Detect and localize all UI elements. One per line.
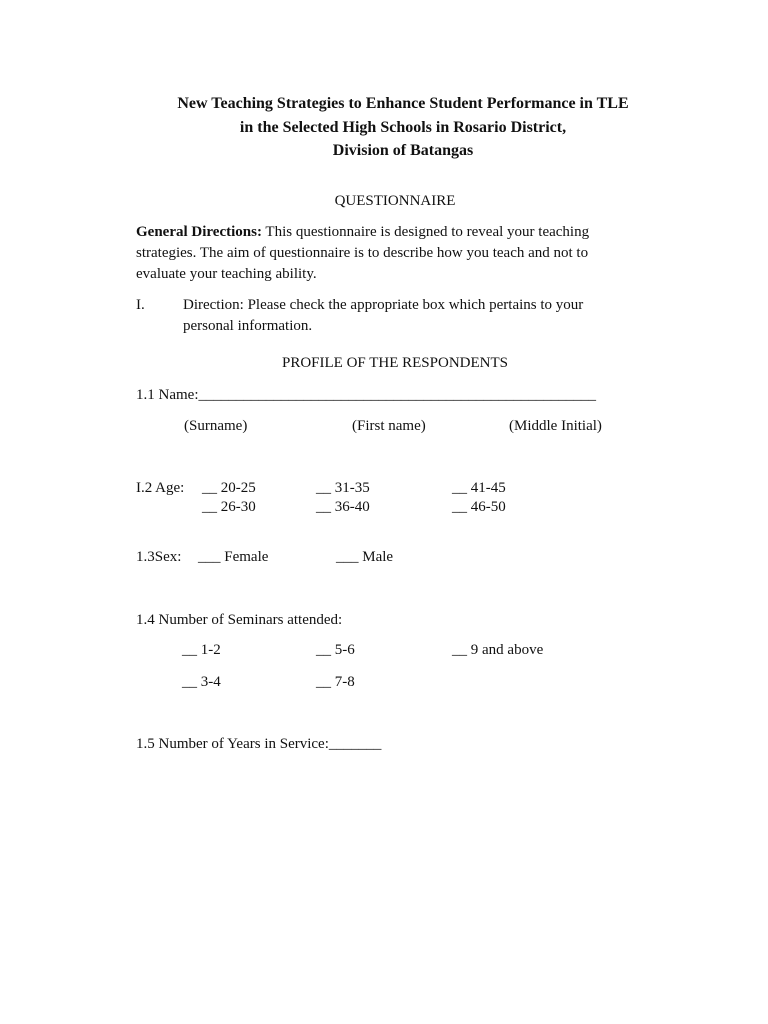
age-label: I.2 Age: — [136, 480, 185, 496]
section-direction-line-2: personal information. — [183, 318, 313, 334]
title-line-1: New Teaching Strategies to Enhance Student Performance in TLE — [177, 95, 629, 112]
age-option-31-35[interactable]: __ 31-35 — [316, 480, 370, 496]
section-number: I. — [136, 297, 145, 313]
general-directions-line-3: evaluate your teaching ability. — [136, 266, 317, 282]
age-option-26-30[interactable]: __ 26-30 — [202, 499, 256, 515]
seminars-label: 1.4 Number of Seminars attended: — [136, 612, 343, 628]
questionnaire-heading: QUESTIONNAIRE — [334, 193, 456, 209]
general-directions-label: General Directions: — [136, 224, 262, 240]
sex-option-female[interactable]: ___ Female — [198, 549, 269, 565]
section-direction-line-1: Direction: Please check the appropriate box which pertains to your — [183, 297, 584, 313]
general-directions-line-2: strategies. The aim of questionnaire is to describe how you teach and not to — [136, 245, 589, 261]
name-field[interactable]: 1.1 Name:_____________________________________________________ — [136, 387, 596, 403]
general-directions-line-1 — [136, 222, 589, 242]
seminars-option-7-8[interactable]: __ 7-8 — [316, 674, 355, 690]
seminars-option-5-6[interactable]: __ 5-6 — [316, 642, 355, 658]
profile-heading: PROFILE OF THE RESPONDENTS — [281, 355, 508, 371]
age-option-20-25[interactable]: __ 20-25 — [202, 480, 256, 496]
sex-option-male[interactable]: ___ Male — [336, 549, 394, 565]
age-option-46-50[interactable]: __ 46-50 — [452, 499, 506, 515]
age-option-36-40[interactable]: __ 36-40 — [316, 499, 370, 515]
general-directions-text: This questionnaire is designed to reveal your teaching — [261, 224, 590, 240]
middle-initial-caption: (Middle Initial) — [509, 418, 602, 434]
seminars-option-3-4[interactable]: __ 3-4 — [182, 674, 221, 690]
title-line-2: in the Selected High Schools in Rosario District, — [239, 119, 567, 136]
seminars-option-1-2[interactable]: __ 1-2 — [182, 642, 221, 658]
title-line-3: Division of Batangas — [332, 142, 474, 159]
surname-caption: (Surname) — [184, 418, 248, 434]
seminars-option-9-and-above[interactable]: __ 9 and above — [452, 642, 544, 658]
first-name-caption: (First name) — [352, 418, 426, 434]
sex-label: 1.3Sex: — [136, 549, 182, 565]
years-in-service-field[interactable]: 1.5 Number of Years in Service:_______ — [136, 736, 382, 752]
age-option-41-45[interactable]: __ 41-45 — [452, 480, 506, 496]
